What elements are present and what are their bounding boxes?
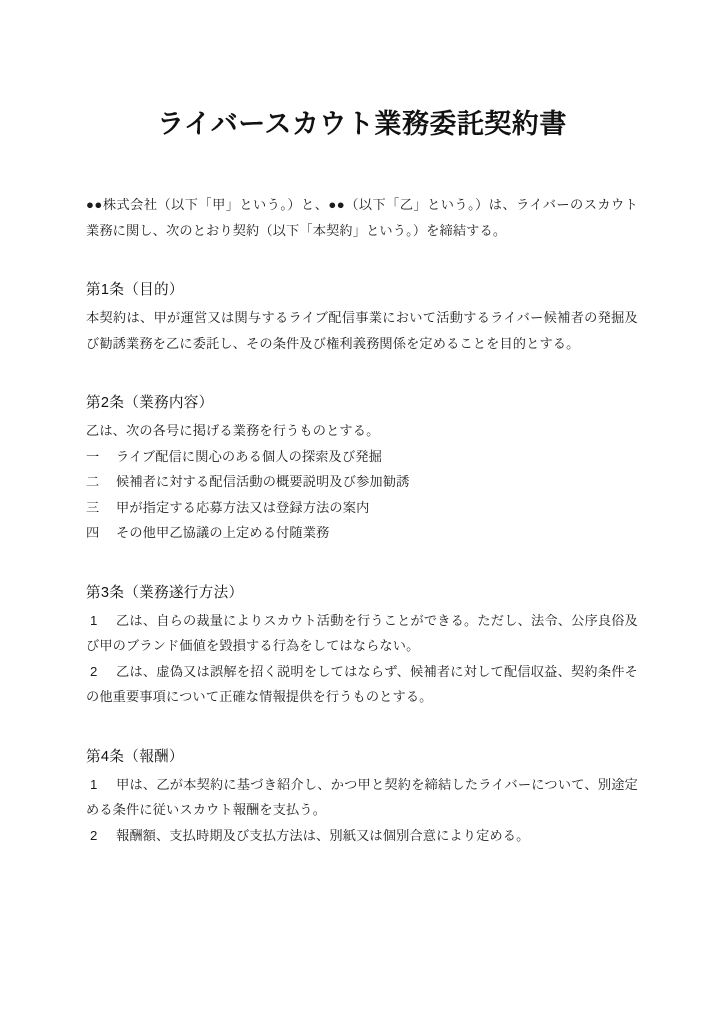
- numbered-paragraph: [86, 823, 638, 849]
- list-item: [86, 495, 638, 521]
- numbered-paragraph: [86, 608, 638, 659]
- preamble-section: [86, 192, 638, 243]
- paragraph-number: 1: [90, 776, 98, 792]
- numbered-paragraph: [86, 659, 638, 710]
- paragraph-text: 甲は、乙が本契約に基づき紹介し、かつ甲と契約を締結したライバーについて、別途定める条件に従いスカウト報酬を支払う。: [86, 776, 638, 818]
- list-item-marker: 一: [86, 448, 100, 464]
- paragraph-number: 2: [90, 663, 98, 679]
- spacer: [86, 140, 638, 192]
- list-item-text: 甲が指定する応募方法又は登録方法の案内: [116, 499, 370, 515]
- paragraph-number: 2: [90, 827, 98, 843]
- article-4-heading: 第4条（報酬）: [86, 748, 184, 765]
- document-body: [86, 0, 638, 848]
- spacer: [86, 546, 638, 580]
- list-item-marker: 二: [86, 474, 100, 490]
- list-item: [86, 469, 638, 495]
- article-2-heading: 第2条（業務内容）: [86, 395, 214, 412]
- article-2: [86, 390, 638, 546]
- article-4-paragraph-list: [86, 772, 638, 849]
- article-1: [86, 277, 638, 356]
- list-item-marker: 三: [86, 499, 100, 515]
- list-item: [86, 444, 638, 470]
- spacer: [86, 356, 638, 390]
- list-item-text: ライブ配信に関心のある個人の探索及び発掘: [116, 448, 382, 464]
- paragraph-text: 報酬額、支払時期及び支払方法は、別紙又は個別合意により定める。: [116, 827, 530, 843]
- numbered-paragraph: [86, 772, 638, 823]
- article-4: [86, 744, 638, 849]
- article-2-item-list: [86, 444, 638, 546]
- article-3: [86, 580, 638, 710]
- article-1-heading: 第1条（目的）: [86, 282, 184, 299]
- paragraph-text: 乙は、虚偽又は誤解を招く説明をしてはならず、候補者に対して配信収益、契約条件その他重要事項について正確な情報提供を行うものとする。: [86, 663, 638, 705]
- paragraph-text: 乙は、自らの裁量によりスカウト活動を行うことができる。ただし、法令、公序良俗及び甲のブランド価値を毀損する行為をしてはならない。: [86, 612, 638, 654]
- spacer: [86, 243, 638, 277]
- article-3-paragraph-list: [86, 608, 638, 710]
- article-2-intro: 乙は、次の各号に掲げる業務を行うものとする。: [86, 423, 380, 439]
- list-item: [86, 520, 638, 546]
- article-1-body: 本契約は、甲が運営又は関与するライブ配信事業において活動するライバー候補者の発掘及び勧誘業務を乙に委託し、その条件及び権利義務関係を定めることを目的とする。: [86, 310, 638, 351]
- page-title: ライバースカウト業務委託契約書: [157, 109, 567, 139]
- list-item-marker: 四: [86, 525, 100, 541]
- paragraph-number: 1: [90, 612, 98, 628]
- article-3-heading: 第3条（業務遂行方法）: [86, 584, 244, 601]
- list-item-text: 候補者に対する配信活動の概要説明及び参加勧誘: [116, 474, 410, 490]
- preamble-text: ●●株式会社（以下「甲」という。）と、●●（以下「乙」という。）は、ライバーのスカウト業務に関し、次のとおり契約（以下「本契約」という。）を締結する。: [86, 197, 638, 238]
- list-item-text: その他甲乙協議の上定める付随業務: [116, 525, 330, 541]
- spacer: [86, 710, 638, 744]
